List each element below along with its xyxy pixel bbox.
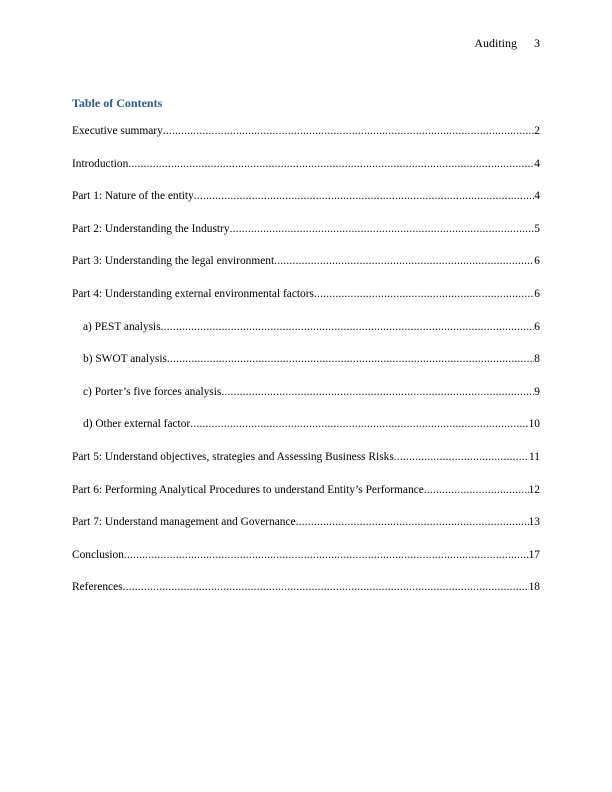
toc-entry-introduction[interactable]	[72, 157, 540, 171]
toc-entry-label: c) Porter’s five forces analysis	[83, 385, 222, 398]
toc-title: Table of Contents	[72, 96, 163, 110]
toc-entry-label: a) PEST analysis	[83, 320, 161, 333]
toc-entry-label: b) SWOT analysis	[83, 353, 167, 366]
toc-entry-page: 11	[529, 450, 540, 463]
toc-entry-part-4[interactable]	[72, 287, 540, 301]
toc-dot-leader	[221, 385, 534, 399]
toc-entry-other-external-factor[interactable]	[72, 417, 540, 431]
toc-entry-label: Part 7: Understand management and Governance	[72, 516, 296, 529]
page-header	[474, 36, 540, 50]
toc-entry-page: 18	[528, 581, 540, 594]
toc-dot-leader	[161, 320, 535, 334]
toc-entry-label: Part 1: Nature of the entity	[72, 190, 194, 203]
toc-entry-label: Executive summary	[72, 125, 163, 137]
toc-entry-part-5[interactable]	[72, 450, 540, 464]
toc-dot-leader	[296, 515, 529, 529]
toc-entry-page: 8	[534, 353, 540, 366]
toc-dot-leader	[424, 483, 529, 497]
toc-entry-label: Part 6: Performing Analytical Procedures to understand Entity’s Performance	[72, 483, 424, 496]
toc-dot-leader	[123, 580, 529, 594]
toc-entry-page: 9	[534, 385, 540, 398]
toc-entry-porters-five-forces[interactable]	[72, 385, 540, 399]
toc-entry-conclusion[interactable]	[72, 548, 540, 562]
running-title: Auditing	[474, 36, 517, 50]
toc-entry-pest-analysis[interactable]	[72, 320, 540, 334]
toc-entry-page: 4	[534, 157, 540, 170]
toc-entry-label: Introduction	[72, 157, 129, 170]
toc-dot-leader	[274, 254, 534, 268]
toc-dot-leader	[163, 124, 535, 138]
toc-dot-leader	[124, 548, 529, 562]
toc-dot-leader	[190, 417, 528, 431]
toc-entry-part-3[interactable]	[72, 254, 540, 268]
toc-entry-page: 17	[528, 548, 540, 561]
table-of-contents	[72, 124, 540, 613]
toc-entry-page: 6	[534, 320, 540, 333]
toc-entry-label: Part 5: Understand objectives, strategies and Assessing Business Risks	[72, 450, 394, 463]
toc-entry-label: References	[72, 581, 123, 594]
toc-entry-swot-analysis[interactable]	[72, 352, 540, 366]
toc-entry-page: 13	[528, 516, 540, 529]
toc-entry-label: Part 3: Understanding the legal environment	[72, 255, 275, 268]
toc-dot-leader	[314, 287, 534, 301]
toc-entry-part-2[interactable]	[72, 222, 540, 236]
toc-entry-label: Conclusion	[72, 548, 124, 561]
toc-entry-page: 12	[528, 483, 540, 496]
page-number: 3	[534, 36, 540, 50]
toc-entry-part-1[interactable]	[72, 189, 540, 203]
toc-dot-leader	[394, 450, 529, 464]
toc-entry-references[interactable]	[72, 580, 540, 594]
toc-entry-page: 5	[534, 222, 540, 235]
toc-entry-page: 6	[534, 255, 540, 268]
toc-entry-executive-summary[interactable]	[72, 124, 540, 138]
toc-entry-label: Part 2: Understanding the Industry	[72, 222, 230, 235]
toc-entry-label: Part 4: Understanding external environmental factors	[72, 287, 314, 300]
toc-entry-page: 2	[534, 125, 540, 137]
toc-entry-page: 6	[534, 287, 540, 300]
toc-entry-page: 4	[534, 190, 540, 203]
toc-dot-leader	[230, 222, 535, 236]
toc-entry-page: 10	[528, 418, 540, 431]
toc-entry-label: d) Other external factor	[83, 418, 191, 431]
toc-dot-leader	[167, 352, 534, 366]
toc-dot-leader	[194, 189, 535, 203]
toc-entry-part-6[interactable]	[72, 483, 540, 497]
toc-entry-part-7[interactable]	[72, 515, 540, 529]
toc-dot-leader	[128, 157, 534, 171]
